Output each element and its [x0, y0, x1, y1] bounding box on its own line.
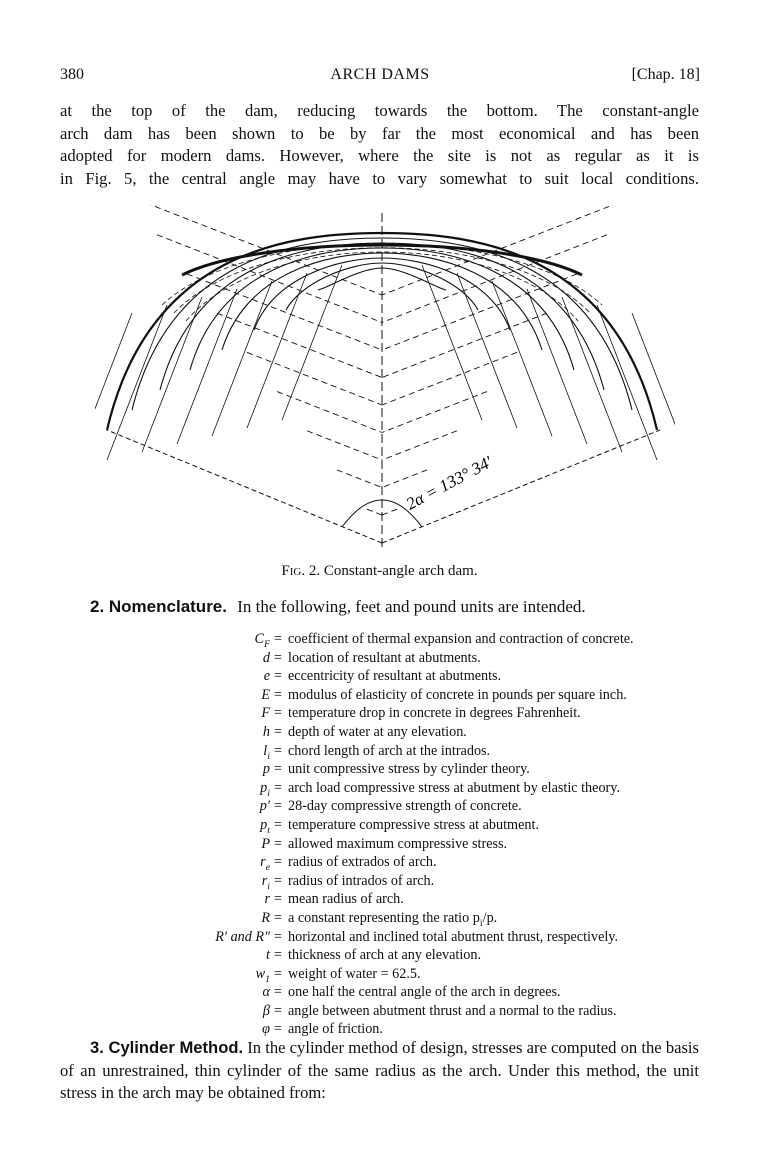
nomenclature-row: [90, 649, 710, 668]
abutment-line: [212, 281, 272, 436]
chord-line: [382, 274, 577, 350]
nomenclature-symbol: φ: [262, 1021, 270, 1038]
nomenclature-equals: =: [274, 668, 283, 685]
nomenclature-equals: =: [274, 891, 283, 908]
angle-label: 2α = 133° 34′: [402, 452, 496, 514]
section-3-text: In the cylinder method of design, stresses are computed on the basis of an unrestrained, thin cylinder of the same radius as the arch. Under this method, the unit stress in the arch may be obtained from:: [60, 1038, 700, 1102]
nomenclature-definition: arch load compressive stress at abutment by elastic theory.: [288, 779, 620, 796]
nomenclature-equals: =: [274, 816, 283, 833]
intro-line: arch dam has been shown to be by far the most economical and has been: [60, 123, 699, 143]
nomenclature-symbol: d: [262, 649, 270, 666]
chord-line: [337, 470, 382, 488]
nomenclature-row: [90, 983, 710, 1002]
nomenclature-row: [90, 853, 710, 872]
nomenclature-row: [90, 704, 710, 723]
nomenclature-definition: location of resultant at abutments.: [288, 649, 481, 666]
intro-line: adopted for modern dams. However, where the site is not as regular as it is: [60, 146, 699, 165]
nomenclature-symbol: $w_1$: [255, 965, 270, 985]
section-2-text: In the following, feet and pound units are intended.: [237, 597, 586, 616]
nomenclature-equals: =: [274, 798, 283, 815]
nomenclature-symbol: E: [261, 686, 270, 703]
nomenclature-symbol: F: [261, 705, 270, 722]
section-2-nomenclature: [90, 597, 700, 617]
chord-line: [382, 313, 547, 377]
abutment-line: [177, 289, 237, 444]
abutment-line: [282, 265, 342, 420]
chord-line: [247, 352, 382, 405]
nomenclature-equals: =: [274, 947, 283, 964]
nomenclature-row: [90, 816, 710, 835]
section-2-heading: 2. Nomenclature.: [90, 597, 227, 616]
section-3-paragraph: [60, 1037, 699, 1105]
nomenclature-row: [90, 890, 710, 909]
nomenclature-definition: horizontal and inclined total abutment thrust, respectively.: [288, 928, 619, 945]
nomenclature-equals: =: [274, 761, 283, 778]
nomenclature-definition: unit compressive stress by cylinder theory.: [288, 761, 530, 778]
figure-linework: [95, 205, 675, 550]
chord-line: [367, 509, 382, 515]
nomenclature-equals: =: [274, 1021, 283, 1038]
intro-line: in Fig. 5, the central angle may have to vary somewhat to suit local conditions.: [60, 168, 699, 188]
nomenclature-row: [90, 909, 710, 928]
nomenclature-definition: weight of water = 62.5.: [288, 965, 421, 982]
nomenclature-definition: chord length of arch at the intrados.: [288, 742, 491, 759]
constant-angle-arch-dam-figure: [95, 205, 675, 560]
nomenclature-symbol: α: [262, 984, 270, 1001]
nomenclature-definition: radius of extrados of arch.: [288, 854, 437, 871]
nomenclature-symbol: β: [262, 1002, 270, 1019]
nomenclature-row: [90, 742, 710, 761]
nomenclature-definition: depth of water at any elevation.: [288, 723, 467, 740]
nomenclature-definition: angle of friction.: [288, 1021, 383, 1038]
nomenclature-definition: eccentricity of resultant at abutments.: [288, 668, 502, 685]
nomenclature-symbol: R: [261, 909, 270, 926]
nomenclature-equals: =: [274, 631, 283, 647]
abutment-line: [142, 297, 202, 452]
abutment-line: [527, 289, 587, 444]
nomenclature-symbol: e: [263, 668, 270, 685]
nomenclature-row: [90, 667, 710, 686]
nomenclature-equals: =: [274, 872, 283, 889]
nomenclature-definition: angle between abutment thrust and a normal to the radius.: [288, 1002, 617, 1019]
figure-caption: [0, 563, 759, 580]
left-boundary-line: [107, 430, 382, 543]
nomenclature-symbol: $p_t$: [260, 816, 270, 836]
nomenclature-symbol: $l_i$: [263, 742, 270, 762]
nomenclature-symbol: $r_e$: [260, 854, 270, 873]
chord-line: [382, 470, 427, 488]
nomenclature-definition: one half the central angle of the arch in degrees.: [288, 984, 561, 1001]
nomenclature-definition: temperature compressive stress at abutment.: [288, 816, 539, 833]
nomenclature-equals: =: [274, 984, 283, 1001]
nomenclature-row: [90, 797, 710, 816]
nomenclature-symbol: $r_i$: [261, 872, 270, 892]
nomenclature-definition: modulus of elasticity of concrete in pounds per square inch.: [288, 686, 627, 703]
chord-line: [217, 313, 382, 377]
intro-line: at the top of the dam, reducing towards the bottom. The constant-angle: [60, 101, 699, 120]
nomenclature-symbol: R′ and R″: [215, 928, 270, 945]
chord-line: [382, 352, 517, 405]
nomenclature-definition: a constant representing the ratio $p_i/p$.: [288, 909, 498, 929]
nomenclature-row: [90, 946, 710, 965]
nomenclature-row: [90, 928, 710, 947]
nomenclature-row: [90, 835, 710, 854]
abutment-line: [95, 313, 132, 468]
running-title: ARCH DAMS: [330, 66, 430, 83]
nomenclature-symbol: $p_i$: [260, 779, 270, 799]
abutment-line: [492, 281, 552, 436]
nomenclature-equals: =: [274, 649, 283, 666]
chord-line: [307, 431, 382, 460]
nomenclature-definition: radius of intrados of arch.: [288, 872, 435, 889]
nomenclature-definition: 28-day compressive strength of concrete.: [288, 798, 522, 815]
section-3-heading: 3. Cylinder Method.: [90, 1038, 244, 1057]
nomenclature-row: [90, 872, 710, 891]
nomenclature-row: [90, 1002, 710, 1021]
nomenclature-symbol: t: [266, 947, 270, 964]
nomenclature-equals: =: [274, 965, 283, 982]
abutment-line: [632, 313, 675, 468]
chord-line: [187, 274, 382, 350]
nomenclature-equals: =: [274, 909, 283, 926]
nomenclature-equals: =: [274, 1002, 283, 1019]
nomenclature-symbol: P: [261, 835, 270, 852]
nomenclature-row: [90, 760, 710, 779]
abutment-line: [422, 265, 482, 420]
nomenclature-equals: =: [274, 779, 283, 796]
figure-caption-text: Constant-angle arch dam.: [323, 563, 478, 579]
nomenclature-equals: =: [274, 742, 283, 759]
nomenclature-symbol: h: [262, 723, 270, 740]
nomenclature-row: [90, 630, 710, 649]
nomenclature-row: [90, 723, 710, 742]
abutment-line: [562, 297, 622, 452]
abutment-line: [107, 305, 167, 460]
nomenclature-row: [90, 965, 710, 984]
chord-line: [382, 431, 457, 460]
nomenclature-equals: =: [274, 928, 283, 945]
nomenclature-equals: =: [274, 723, 283, 740]
nomenclature-symbol: r: [264, 891, 270, 908]
nomenclature-equals: =: [274, 705, 283, 722]
nomenclature-equals: =: [274, 835, 283, 852]
nomenclature-symbol: $C_F$: [254, 631, 270, 650]
chord-line: [382, 392, 487, 433]
chapter-label: [Chap. 18]: [631, 66, 700, 83]
nomenclature-symbol: p: [262, 761, 270, 778]
nomenclature-definition: allowed maximum compressive stress.: [288, 835, 508, 852]
nomenclature-definition: thickness of arch at any elevation.: [288, 947, 482, 964]
abutment-line: [597, 305, 657, 460]
chord-line: [277, 392, 382, 433]
nomenclature-equals: =: [274, 854, 283, 871]
nomenclature-equals: =: [274, 686, 283, 703]
intro-paragraph: [60, 100, 699, 190]
nomenclature-list: [90, 630, 710, 1039]
nomenclature-definition: temperature drop in concrete in degrees Fahrenheit.: [288, 705, 581, 722]
nomenclature-definition: coefficient of thermal expansion and contraction of concrete.: [288, 631, 634, 647]
nomenclature-definition: mean radius of arch.: [288, 891, 404, 908]
page-number: 380: [60, 66, 84, 83]
chord-line: [382, 509, 397, 515]
running-header: [60, 66, 700, 88]
nomenclature-symbol: p′: [259, 798, 270, 815]
figure-number: Fig. 2.: [281, 563, 321, 579]
nomenclature-row: [90, 779, 710, 798]
nomenclature-row: [90, 686, 710, 705]
